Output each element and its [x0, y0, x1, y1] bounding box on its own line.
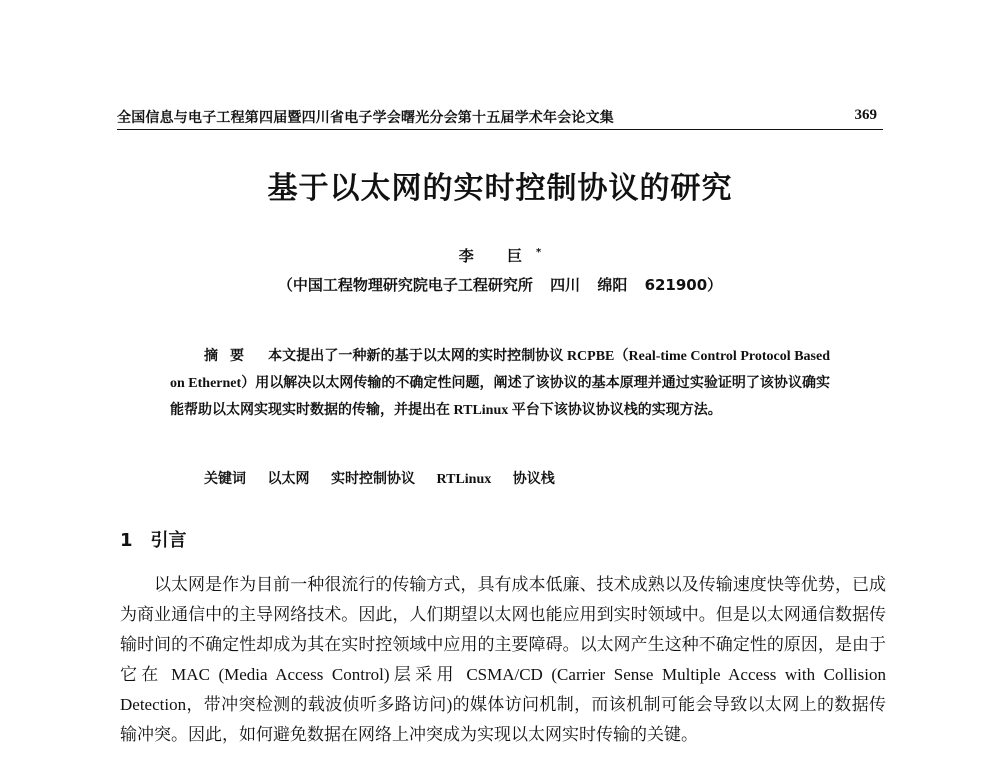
- abstract-label: 摘要: [204, 349, 256, 364]
- author-line: [0, 245, 1000, 266]
- author-footnote-mark: *: [536, 247, 542, 258]
- keyword-item: RTLinux: [436, 472, 492, 487]
- affiliation-city: 绵阳: [597, 276, 628, 294]
- author-name: 李 巨: [458, 247, 536, 265]
- keyword-item: 协议栈: [512, 472, 555, 487]
- affiliation: [0, 274, 1000, 295]
- section-heading: [120, 526, 187, 552]
- keywords-label: 关键词: [204, 472, 246, 487]
- page-number: 369: [854, 107, 877, 123]
- keyword-item: 以太网: [267, 472, 310, 487]
- abstract: [170, 343, 830, 424]
- paper-title: 基于以太网的实时控制协议的研究: [267, 171, 733, 206]
- abstract-text: 本文提出了一种新的基于以太网的实时控制协议 RCPBE（Real-time Control Protocol Based on Ethernet）用以解决以太网传输的不确定性问题，阐述了该协议的基本原理并通过实验证明了该协议确实能帮助以太网实现实时数据的传输，并提出在 RTLinux 平台下该协议协议栈的实现方法。: [170, 349, 830, 418]
- proceedings-title: 全国信息与电子工程第四届暨四川省电子学会曙光分会第十五届学术年会论文集: [117, 110, 614, 126]
- body-paragraph: 以太网是作为目前一种很流行的传输方式，具有成本低廉、技术成熟以及传输速度快等优势，已成为商业通信中的主导网络技术。因此，人们期望以太网也能应用到实时领域中。但是以太网通信数据传输时间的不确定性却成为其在实时控领域中应用的主要障碍。以太网产生这种不确定性的原因，是由于它在 MAC (Media Access Control)层采用 CSMA/CD (Carrier Sense Multiple Access with Collision Detection，带冲突检测的载波侦听多路访问)的媒体访问机制，而该机制可能会导致以太网上的数据传输冲突。因此，如何避免数据在网络上冲突成为实现以太网实时传输的关键。: [120, 575, 886, 744]
- affiliation-province: 四川: [550, 276, 581, 294]
- keyword-item: 实时控制协议: [331, 472, 415, 487]
- running-header: [117, 107, 883, 130]
- section-title: 引言: [150, 530, 187, 551]
- affiliation-institute: （中国工程物理研究院电子工程研究所: [277, 276, 533, 294]
- keywords: [204, 468, 573, 488]
- section-number: 1: [120, 530, 133, 551]
- affiliation-postcode: 621900）: [644, 276, 723, 294]
